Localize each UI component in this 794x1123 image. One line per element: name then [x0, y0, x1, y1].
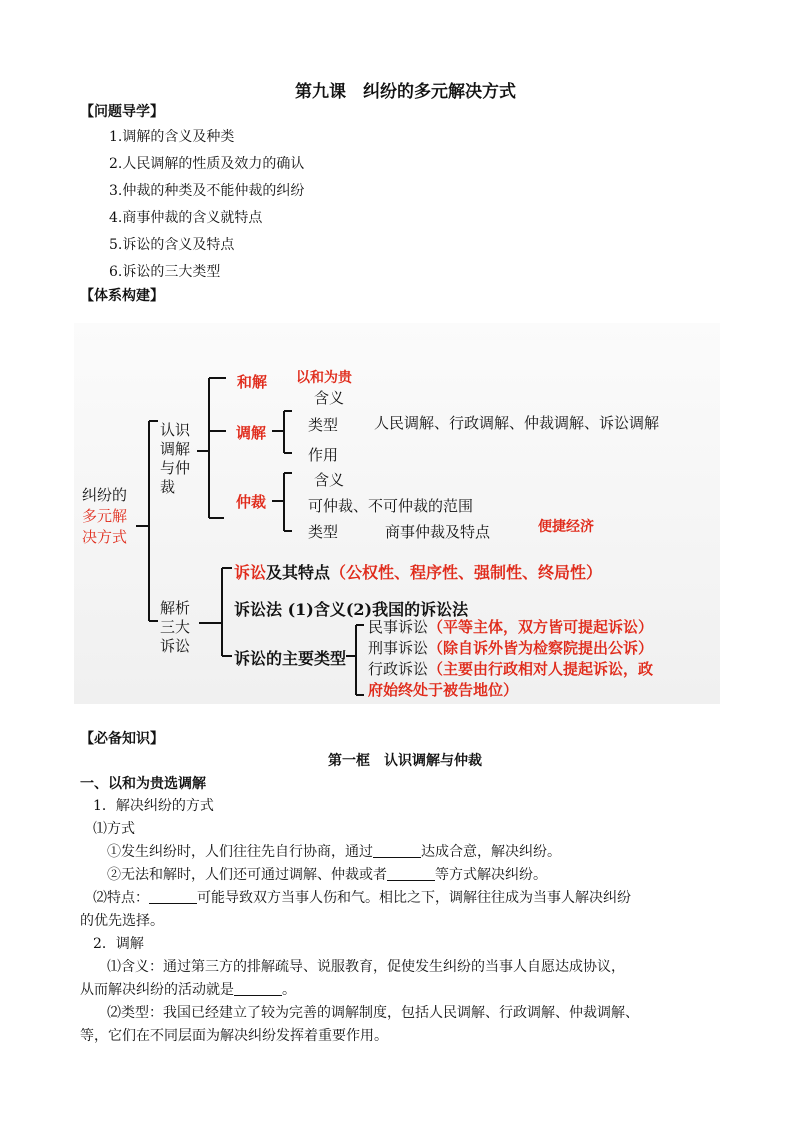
para-2b-line1: ⑵类型：我国已经建立了较为完善的调解制度，包括人民调解、行政调解、仲裁调解、: [107, 1005, 639, 1021]
civil-litigation: [368, 616, 653, 637]
tiaojie-types: 人民调解、行政调解、仲裁调解、诉讼调解: [374, 414, 660, 432]
fill-blank[interactable]: [149, 889, 197, 904]
zhongcai-meaning: 含义: [314, 471, 345, 489]
tiaojie-meaning: 含义: [314, 389, 345, 407]
guide-item: 2.人民调解的性质及效力的确认: [109, 156, 305, 172]
branch1-line1: 认识: [160, 421, 191, 439]
para-1b-post: 可能导致双方当事人伤和气。相比之下，调解往往成为当事人解决纠纷: [197, 890, 631, 906]
page-title: 第九课 纠纷的多元解决方式: [295, 82, 516, 102]
root-label-line1: 纠纷的: [82, 486, 128, 504]
root-label-line2: 多元解: [82, 507, 128, 525]
zhongcai-note: 便捷经济: [538, 519, 594, 535]
zhongcai-scope: 可仲裁、不可仲裁的范围: [308, 497, 474, 515]
para-2a-line2-pre: 从而解决纠纷的活动就是: [80, 982, 234, 998]
fill-blank[interactable]: [387, 866, 435, 881]
para-1b-cont: 的优先选择。: [80, 913, 164, 929]
susong-traits: （公权性、程序性、强制性、终局性）: [330, 563, 603, 582]
guide-item: 4.商事仲裁的含义就特点: [109, 210, 263, 226]
para-1a1-post: 达成合意，解决纠纷。: [421, 844, 561, 860]
branch1-line2: 调解: [160, 440, 191, 458]
administrative-litigation: [368, 658, 653, 679]
knowledge-heading: 【必备知识】: [80, 731, 164, 747]
zhongcai-types: 商事仲裁及特点: [385, 523, 491, 541]
para-1a: ⑴方式: [93, 821, 135, 837]
para-1b: [93, 888, 631, 908]
administrative-litigation-label: 行政诉讼: [368, 660, 429, 678]
root-label-line3: 决方式: [82, 528, 128, 546]
para-2b-line2: 等，它们在不同层面为解决纠纷发挥着重要作用。: [80, 1028, 388, 1044]
susong-traits-line: [234, 560, 602, 583]
concept-map: [74, 323, 720, 704]
fill-blank[interactable]: [234, 981, 282, 996]
guide-item: 1.调解的含义及种类: [109, 129, 235, 145]
para-2: 2．调解: [93, 936, 144, 952]
criminal-litigation-note: （除自诉外皆为检察院提出公诉）: [428, 639, 654, 657]
administrative-litigation-note: （主要由行政相对人提起诉讼，政: [428, 660, 654, 678]
branch2-line3: 诉讼: [160, 637, 191, 655]
para-2a-line1: ⑴含义：通过第三方的排解疏导、说服教育，促使发生纠纷的当事人自愿达成协议，: [107, 959, 625, 975]
susong-label: 诉讼: [234, 563, 267, 582]
civil-litigation-note: （平等主体，双方皆可提起诉讼）: [428, 618, 654, 636]
para-1a1-pre: ①发生纠纷时，人们往往先自行协商，通过: [107, 844, 373, 860]
susong-label-suffix: 及其特点: [266, 563, 331, 582]
guide-item: 5.诉讼的含义及特点: [109, 237, 235, 253]
criminal-litigation: [368, 637, 653, 658]
branch2-line1: 解析: [160, 599, 191, 617]
branch1-line3: 与仲: [160, 459, 191, 477]
system-heading: 【体系构建】: [80, 288, 164, 304]
tiaojie-function: 作用: [308, 446, 339, 464]
section-1-heading: 一、以和为贵选调解: [80, 776, 206, 792]
hejie-note: 以和为贵: [296, 370, 352, 386]
knowledge-subtitle: 第一框 认识调解与仲裁: [328, 753, 482, 769]
tiaojie-label: 调解: [236, 424, 267, 442]
para-1b-pre: ⑵特点：: [93, 890, 149, 906]
guide-item: 6.诉讼的三大类型: [109, 264, 221, 280]
civil-litigation-label: 民事诉讼: [368, 618, 429, 636]
susong-types-label: 诉讼的主要类型: [234, 649, 347, 668]
administrative-litigation-note-cont: 府始终处于被告地位）: [368, 681, 519, 699]
fill-blank[interactable]: [373, 843, 421, 858]
para-1a1: [107, 842, 561, 862]
zhongcai-label: 仲裁: [236, 493, 267, 511]
para-2a-line2-post: 。: [282, 982, 296, 998]
criminal-litigation-label: 刑事诉讼: [368, 639, 429, 657]
guide-item: 3.仲裁的种类及不能仲裁的纠纷: [109, 183, 305, 199]
zhongcai-type-label: 类型: [308, 523, 339, 541]
para-1a2: [107, 865, 547, 885]
branch1-line4: 裁: [160, 478, 176, 496]
branch2-line2: 三大: [160, 618, 191, 636]
para-2a-line2: [80, 980, 296, 1000]
para-1a2-post: 等方式解决纠纷。: [435, 867, 547, 883]
hejie-label: 和解: [237, 373, 268, 391]
guide-heading: 【问题导学】: [80, 104, 164, 120]
para-1: 1．解决纠纷的方式: [93, 798, 214, 814]
tiaojie-type-label: 类型: [308, 416, 339, 434]
susongfa-line: 诉讼法 (1)含义(2)我国的诉讼法: [234, 600, 469, 619]
para-1a2-pre: ②无法和解时，人们还可通过调解、仲裁或者: [107, 867, 387, 883]
